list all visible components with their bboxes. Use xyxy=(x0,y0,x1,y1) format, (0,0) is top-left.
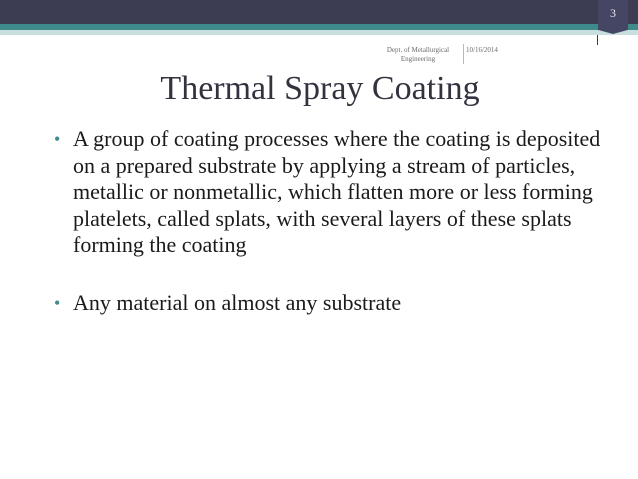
footer-divider xyxy=(463,44,464,64)
slide-title: Thermal Spray Coating xyxy=(160,70,480,107)
bullet-text: Any material on almost any substrate xyxy=(73,289,402,315)
date-label: 10/16/2014 xyxy=(466,46,498,54)
bullet-item xyxy=(48,126,608,259)
header-bar xyxy=(0,0,638,24)
bullet-dot-icon: • xyxy=(54,129,61,149)
bullet-item xyxy=(48,290,608,317)
bullet-list xyxy=(48,126,608,316)
bullet-text: A group of coating processes where the coating is deposited on a prepared substrate by applying a stream of particles, metallic or nonmetallic, which flatten more or less forming platelets, called splats, with several layers of these splats forming the coating xyxy=(73,126,601,257)
department-label: Dept. of Metallurgical Engineering xyxy=(386,46,450,63)
page-number: 3 xyxy=(610,6,616,20)
bullet-dot-icon: • xyxy=(54,292,61,313)
header-accent-line xyxy=(597,35,598,45)
header-light-band xyxy=(0,30,638,35)
